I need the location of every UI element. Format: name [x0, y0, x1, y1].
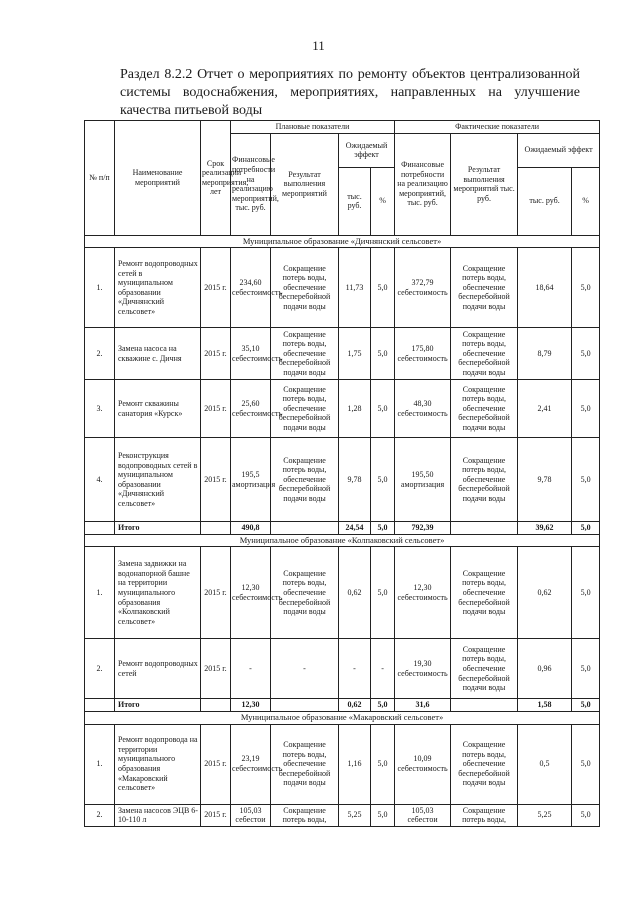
- cell-fact-rub: 2,41: [518, 380, 572, 438]
- cell-fact-result: Сокращение потерь воды, обеспечение бесперебойной подачи воды: [451, 328, 518, 380]
- report-table: [84, 120, 600, 827]
- header-num: № п/п: [85, 121, 115, 236]
- table-row: [85, 328, 600, 380]
- cell-fact-pct: 5,0: [572, 380, 600, 438]
- cell-name: Ремонт водопроводных сетей в муниципальном образовании «Дичнянский сельсовет»: [115, 248, 201, 328]
- header-plan-effect: Ожидаемый эффект: [339, 133, 395, 167]
- cell-plan-pct: 5,0: [371, 328, 395, 380]
- header-planned: Плановые показатели: [231, 121, 395, 134]
- cell-plan-pct: 5,0: [371, 248, 395, 328]
- cell-fact-fin: 10,09 себестоимость: [395, 724, 451, 804]
- cell-fact-result: Сокращение потерь воды, обеспечение бесперебойной подачи воды: [451, 248, 518, 328]
- cell-fact-result: Сокращение потерь воды, обеспечение бесперебойной подачи воды: [451, 438, 518, 522]
- cell-fact-pct: 5,0: [572, 804, 600, 826]
- section-heading-text: Раздел 8.2.2 Отчет о мероприятиях по ремонту объектов централизованной системы водоснабжения, мероприятиях, направленных на улучшение качества питьевой воды: [120, 67, 580, 118]
- cell-plan-rub: 1,28: [339, 380, 371, 438]
- cell-fact-result: Сокращение потерь воды, обеспечение бесперебойной подачи воды: [451, 380, 518, 438]
- cell-plan-fin: 35,10 себестоимость: [231, 328, 271, 380]
- cell-fact-rub: 5,25: [518, 804, 572, 826]
- cell-plan-pct: 5,0: [371, 804, 395, 826]
- cell-fact-rub: 18,64: [518, 248, 572, 328]
- cell-plan-pct: 5,0: [371, 724, 395, 804]
- cell-plan-fin: 234,60 себестоимость: [231, 248, 271, 328]
- cell-term: 2015 г.: [201, 248, 231, 328]
- cell-fact-rub: 9,78: [518, 438, 572, 522]
- cell-fact-pct: 5,0: [572, 328, 600, 380]
- cell-num: 1.: [85, 724, 115, 804]
- cell-fact-pct: 5,0: [572, 639, 600, 699]
- cell-plan-result: Сокращение потерь воды,: [271, 804, 339, 826]
- total-plan-fin: 490,8: [231, 522, 271, 535]
- cell-fact-pct: 5,0: [572, 248, 600, 328]
- total-plan-rub: 24,54: [339, 522, 371, 535]
- cell-name: Ремонт скважины санатория «Курск»: [115, 380, 201, 438]
- cell-name: Ремонт водопровода на территории муниципального образования «Макаровский сельсовет»: [115, 724, 201, 804]
- cell-fact-fin: 105,03 себестои: [395, 804, 451, 826]
- cell-fact-rub: 0,62: [518, 547, 572, 639]
- header-name: Наименование мероприятий: [115, 121, 201, 236]
- cell-plan-result: [271, 522, 339, 535]
- cell-fact-pct: 5,0: [572, 724, 600, 804]
- cell-plan-result: Сокращение потерь воды, обеспечение бесперебойной подачи воды: [271, 438, 339, 522]
- cell-fact-fin: 48,30 себестоимость: [395, 380, 451, 438]
- cell-fact-fin: 372,79 себестоимость: [395, 248, 451, 328]
- cell-fact-fin: 19,30 себестоимость: [395, 639, 451, 699]
- cell-fact-result: Сокращение потерь воды, обеспечение бесперебойной подачи воды: [451, 547, 518, 639]
- table-row: [85, 639, 600, 699]
- total-fact-fin: 31,6: [395, 699, 451, 712]
- cell-fact-result: Сокращение потерь воды, обеспечение бесперебойной подачи воды: [451, 724, 518, 804]
- cell-num: 4.: [85, 438, 115, 522]
- cell-name: Замена насоса на скважине с. Дичня: [115, 328, 201, 380]
- cell-fact-pct: 5,0: [572, 438, 600, 522]
- cell-term: 2015 г.: [201, 328, 231, 380]
- cell-fact-result: Сокращение потерь воды,: [451, 804, 518, 826]
- header-actual: Фактические показатели: [395, 121, 600, 134]
- cell-plan-rub: 11,73: [339, 248, 371, 328]
- cell-plan-rub: 5,25: [339, 804, 371, 826]
- total-fact-pct: 5,0: [572, 522, 600, 535]
- cell-plan-fin: 23,19 себестоимость: [231, 724, 271, 804]
- header-fact-unit-pct: %: [572, 167, 600, 235]
- total-row: [85, 522, 600, 535]
- cell-num: 2.: [85, 328, 115, 380]
- cell-term: [201, 699, 231, 712]
- cell-num: 2.: [85, 639, 115, 699]
- total-plan-rub: 0,62: [339, 699, 371, 712]
- header-plan-unit-rub: тыс. руб.: [339, 167, 371, 235]
- cell-term: 2015 г.: [201, 438, 231, 522]
- cell-plan-fin: -: [231, 639, 271, 699]
- header-plan-unit-pct: %: [371, 167, 395, 235]
- total-fact-rub: 39,62: [518, 522, 572, 535]
- header-fact-effect: Ожидаемый эффект: [518, 133, 600, 167]
- total-label: Итого: [115, 699, 201, 712]
- cell-plan-rub: 0,62: [339, 547, 371, 639]
- cell-fact-rub: 0,5: [518, 724, 572, 804]
- cell-plan-result: Сокращение потерь воды, обеспечение бесперебойной подачи воды: [271, 328, 339, 380]
- cell-num: [85, 522, 115, 535]
- cell-plan-result: [271, 699, 339, 712]
- cell-num: [85, 699, 115, 712]
- header-plan-result: Результат выполнения мероприятий: [271, 133, 339, 235]
- cell-plan-pct: 5,0: [371, 438, 395, 522]
- cell-num: 1.: [85, 547, 115, 639]
- section-title: Муниципальное образование «Колпаковский сельсовет»: [85, 534, 600, 547]
- cell-plan-result: Сокращение потерь воды, обеспечение бесперебойной подачи воды: [271, 547, 339, 639]
- cell-num: 2.: [85, 804, 115, 826]
- cell-plan-rub: 1,16: [339, 724, 371, 804]
- section-title: Муниципальное образование «Дичнянский сельсовет»: [85, 235, 600, 248]
- cell-fact-result: [451, 699, 518, 712]
- cell-term: 2015 г.: [201, 639, 231, 699]
- cell-fact-pct: 5,0: [572, 547, 600, 639]
- cell-fact-result: [451, 522, 518, 535]
- cell-plan-pct: 5,0: [371, 547, 395, 639]
- cell-plan-result: Сокращение потерь воды, обеспечение бесперебойной подачи воды: [271, 724, 339, 804]
- table-row: [85, 804, 600, 826]
- total-label: Итого: [115, 522, 201, 535]
- total-fact-fin: 792,39: [395, 522, 451, 535]
- page-number: 11: [312, 38, 325, 53]
- cell-plan-pct: -: [371, 639, 395, 699]
- cell-term: 2015 г.: [201, 724, 231, 804]
- header-plan-fin: Финансовые потребности на реализацию мероприятий, тыс. руб.: [231, 133, 271, 235]
- cell-name: Ремонт водопроводных сетей: [115, 639, 201, 699]
- section-title: Муниципальное образование «Макаровский сельсовет»: [85, 711, 600, 724]
- header-fact-result: Результат выполнения мероприятий тыс. руб.: [451, 133, 518, 235]
- cell-fact-fin: 195,50 амортизация: [395, 438, 451, 522]
- total-row: [85, 699, 600, 712]
- cell-name: Реконструкция водопроводных сетей в муниципальном образовании «Дичнянский сельсовет»: [115, 438, 201, 522]
- cell-fact-rub: 0,96: [518, 639, 572, 699]
- cell-plan-fin: 195,5 амортизация: [231, 438, 271, 522]
- total-plan-pct: 5,0: [371, 699, 395, 712]
- table-row: [85, 380, 600, 438]
- cell-num: 1.: [85, 248, 115, 328]
- cell-name: Замена насосов ЭЦВ 6-10-110 л: [115, 804, 201, 826]
- cell-fact-fin: 175,80 себестоимость: [395, 328, 451, 380]
- header-fact-unit-rub: тыс. руб.: [518, 167, 572, 235]
- total-plan-pct: 5,0: [371, 522, 395, 535]
- table-row: [85, 248, 600, 328]
- cell-plan-result: Сокращение потерь воды, обеспечение бесперебойной подачи воды: [271, 248, 339, 328]
- table-row: [85, 547, 600, 639]
- section-heading: [84, 66, 580, 120]
- header-term: Срок реализации мероприятия, лет: [201, 121, 231, 236]
- header-fact-fin: Финансовые потребности на реализацию мероприятий, тыс. руб.: [395, 133, 451, 235]
- cell-num: 3.: [85, 380, 115, 438]
- cell-plan-fin: 105,03 себестои: [231, 804, 271, 826]
- cell-term: 2015 г.: [201, 547, 231, 639]
- cell-plan-result: Сокращение потерь воды, обеспечение бесперебойной подачи воды: [271, 380, 339, 438]
- cell-plan-fin: 12,30 себестоимость: [231, 547, 271, 639]
- cell-term: 2015 г.: [201, 804, 231, 826]
- table-row: [85, 438, 600, 522]
- cell-plan-rub: 1,75: [339, 328, 371, 380]
- cell-plan-rub: 9,78: [339, 438, 371, 522]
- cell-fact-result: Сокращение потерь воды, обеспечение бесперебойной подачи воды: [451, 639, 518, 699]
- cell-plan-pct: 5,0: [371, 380, 395, 438]
- cell-term: 2015 г.: [201, 380, 231, 438]
- cell-fact-rub: 8,79: [518, 328, 572, 380]
- total-fact-pct: 5,0: [572, 699, 600, 712]
- cell-plan-rub: -: [339, 639, 371, 699]
- cell-plan-fin: 25,60 себестоимость: [231, 380, 271, 438]
- cell-name: Замена задвижки на водонапорной башне на территории муниципального образования «Колпаковский сельсовет»: [115, 547, 201, 639]
- table-row: [85, 724, 600, 804]
- total-fact-rub: 1,58: [518, 699, 572, 712]
- cell-fact-fin: 12,30 себестоимость: [395, 547, 451, 639]
- cell-term: [201, 522, 231, 535]
- cell-plan-result: -: [271, 639, 339, 699]
- total-plan-fin: 12,30: [231, 699, 271, 712]
